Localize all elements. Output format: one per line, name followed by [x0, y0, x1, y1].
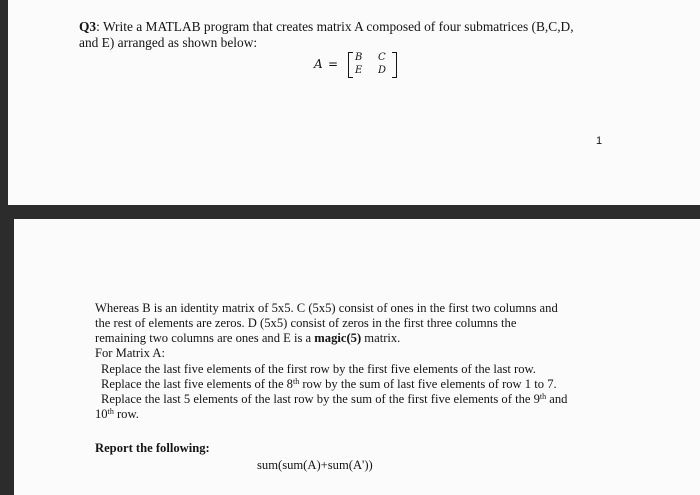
page-number: 1: [596, 135, 603, 147]
matrix-cell-d: D: [378, 65, 387, 76]
description-line-1: Whereas B is an identity matrix of 5x5. C (5x5) consist of ones in the first two columns and: [95, 301, 558, 315]
question-line-1: [79, 19, 574, 35]
matrix-name: A: [314, 57, 323, 71]
description-line-2: the rest of elements are zeros. D (5x5) consist of zeros in the first three columns the: [95, 316, 517, 330]
step-3: Replace the last 5 elements of the last row by the sum of the first five elements of the 9th and: [101, 392, 568, 406]
magic-function: magic(5): [314, 331, 362, 345]
description-line-3: remaining two columns are ones and E is a magic(5) matrix.: [95, 331, 401, 345]
report-label: Report the following:: [95, 441, 210, 455]
right-bracket: [392, 52, 397, 78]
for-matrix-label: For Matrix A:: [95, 346, 165, 360]
step-2: Replace the last five elements of the 8th row by the sum of last five elements of row 1 to 7.: [101, 377, 557, 391]
question-line-2: and E) arranged as shown below:: [79, 35, 258, 50]
matrix-equation: [314, 47, 404, 81]
step-1: Replace the last five elements of the first row by the first five elements of the last row.: [101, 362, 536, 376]
report-expression: sum(sum(A)+sum(A')): [257, 458, 373, 472]
question-label: Q3: [79, 19, 97, 34]
equals-sign: =: [328, 57, 339, 71]
left-bracket: [348, 52, 353, 78]
matrix-cell-c: C: [378, 52, 386, 63]
question-text: : Write a MATLAB program that creates matrix A composed of four submatrices (B,C,D,: [96, 19, 574, 34]
matrix-cell-e: E: [355, 65, 363, 76]
step-3-continued: 10th row.: [95, 407, 139, 421]
document-page-bottom: [14, 219, 700, 495]
matrix-cell-b: B: [355, 52, 363, 63]
document-page-top: [8, 0, 700, 205]
